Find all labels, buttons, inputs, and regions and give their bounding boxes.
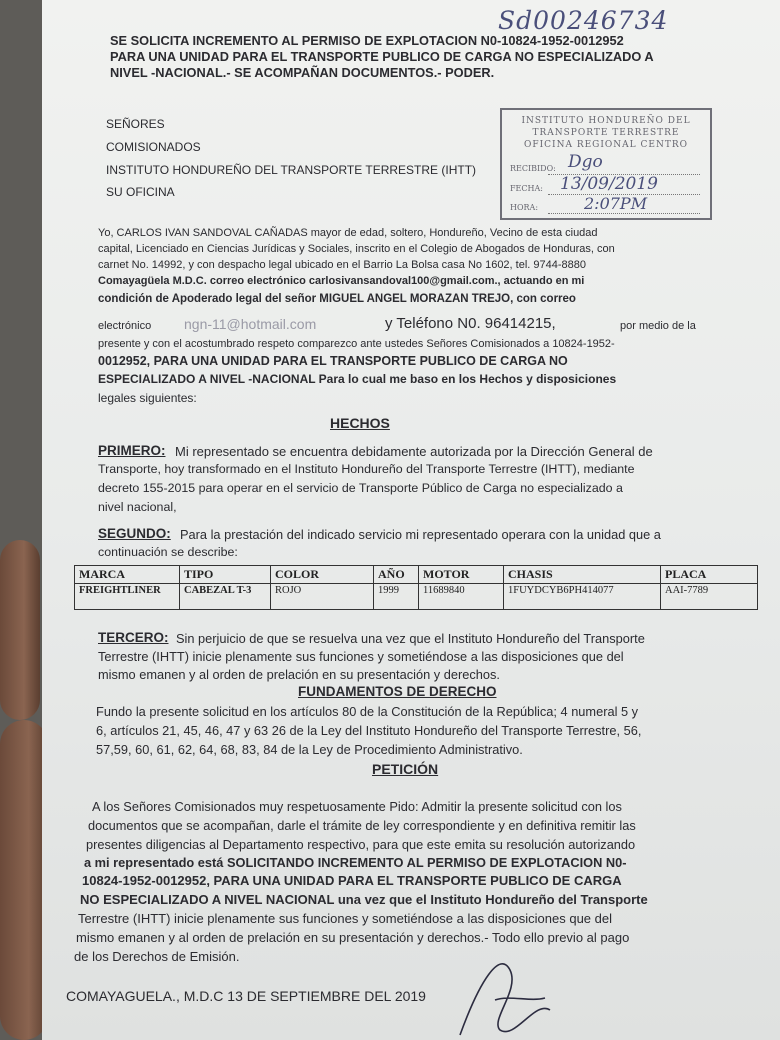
vehicle-table [74,565,758,610]
fundamentos-line-1: Fundo la presente solicitud en los artículos 80 de la Constitución de la República; 4 numeral 5 y [96,704,639,719]
peticion-line-1: A los Señores Comisionados muy respetuosamente Pido: Admitir la presente solicitud con los [92,799,622,814]
table-cell: 1FUYDCYB6PH414077 [504,584,661,610]
segundo-line-1: Para la prestación del indicado servicio mi representado operara con la unidad que a [180,527,661,542]
table-header-cell: MOTOR [419,566,504,584]
peticion-line-8: mismo emanen y al orden de prelación en su presentación y derechos.- Todo ello previo al pago [76,930,630,945]
primero-line-1: Mi representado se encuentra debidamente autorizada por la Dirección General de [175,444,653,459]
tercero-line-3: mismo emanen y al orden de prelación en su presentación y derechos. [98,667,500,682]
thumb-bottom [0,720,48,1040]
peticion-line-2: documentos que se acompañan, darle el trámite de ley correspondiente y en definitiva remitir las [88,818,636,833]
closing-place-date: COMAYAGUELA., M.D.C 13 DE SEPTIEMBRE DEL 2019 [66,988,426,1004]
stamp-date-label: FECHA: [510,184,543,193]
intro-line-4: Comayagüela M.D.C. correo electrónico carlosivansandoval100@gmail.com., actuando en mi [98,275,585,287]
stamp-time-label: HORA: [510,203,539,212]
signature-scribble [440,940,570,1040]
subject-line-2: PARA UNA UNIDAD PARA EL TRANSPORTE PUBLICO DE CARGA NO ESPECIALIZADO A [110,49,654,64]
stamp-received-value: Dgo [568,152,603,172]
primero-line-2: Transporte, hoy transformado en el Instituto Hondureño del Transporte Terrestre (IHTT), mediante [98,462,635,476]
table-cell: FREIGHTLINER [75,584,180,610]
hechos-title: HECHOS [330,415,390,431]
primero-label: PRIMERO: [98,443,166,458]
table-row [75,584,758,610]
stamp-received-label: RECIBIDO: [510,164,556,173]
table-header-cell: TIPO [180,566,271,584]
addressee-comisionados: COMISIONADOS [106,140,201,154]
table-cell: CABEZAL T-3 [180,584,271,610]
intro-email-handwritten: ngn-11@hotmail.com [184,316,317,332]
intro-line-6-b: y Teléfono N0. 96414215, [385,315,556,332]
subject-line-3: NIVEL -NACIONAL.- SE ACOMPAÑAN DOCUMENTOS.- PODER. [110,65,495,80]
table-cell: 11689840 [419,584,504,610]
addressee-institute: INSTITUTO HONDUREÑO DEL TRANSPORTE TERRESTRE (IHTT) [106,163,477,177]
intro-line-9: ESPECIALIZADO A NIVEL -NACIONAL Para lo cual me baso en los Hechos y disposiciones [98,372,617,386]
fundamentos-line-3: 57,59, 60, 61, 62, 64, 68, 83, 84 de la Ley de Procedimiento Administrativo. [96,742,523,757]
intro-line-6-a: electrónico [98,320,152,332]
segundo-label: SEGUNDO: [98,526,171,541]
fundamentos-line-2: 6, artículos 21, 45, 46, 47 y 63 26 de la Ley del Instituto Hondureño del Transporte Terrestre, 56, [96,723,642,738]
tercero-label: TERCERO: [98,630,169,645]
stamp-line-1: INSTITUTO HONDUREÑO DEL [521,116,691,126]
intro-line-1: Yo, CARLOS IVAN SANDOVAL CAÑADAS mayor de edad, soltero, Hondureño, Vecino de esta ciudad [98,227,598,239]
addressee-senores: SEÑORES [106,117,165,131]
table-header-cell: MARCA [75,566,180,584]
tercero-line-1: Sin perjuicio de que se resuelva una vez que el Instituto Hondureño del Transporte [176,631,645,646]
table-cell: AAI-7789 [661,584,758,610]
peticion-title: PETICIÓN [372,761,439,777]
intro-line-3: carnet No. 14992, y con despacho legal ubicado en el Barrio La Bolsa casa No 1602, tel. 9744-8880 [98,259,586,271]
intro-line-8: 0012952, PARA UNA UNIDAD PARA EL TRANSPORTE PUBLICO DE CARGA NO [98,354,568,368]
intro-line-5: condición de Apoderado legal del señor MIGUEL ANGEL MORAZAN TREJO, con correo [98,293,576,305]
peticion-line-9: de los Derechos de Emisión. [74,949,240,964]
primero-line-3: decreto 155-2015 para operar en el servicio de Transporte Público de Carga no especializado a [98,481,623,495]
reception-stamp [500,108,712,220]
subject-line-1: SE SOLICITA INCREMENTO AL PERMISO DE EXPLOTACION N0-10824-1952-0012952 [110,33,624,48]
tercero-line-2: Terrestre (IHTT) inicie plenamente sus funciones y sometiéndose a las disposiciones que del [98,649,624,664]
peticion-line-5: 10824-1952-0012952, PARA UNA UNIDAD PARA EL TRANSPORTE PUBLICO DE CARGA [82,873,622,888]
table-header-row [75,566,758,584]
stamp-time-value: 2:07PM [584,194,648,213]
peticion-line-3: presentes diligencias al Departamento respectivo, para que este emita su resolución autorizando [86,837,636,852]
stamp-line-2: TRANSPORTE TERRESTRE [532,128,680,138]
primero-line-4: nivel nacional, [98,500,177,514]
segundo-line-2: continuación se describe: [98,545,238,559]
intro-line-6-c: por medio de la [620,320,696,332]
stamp-line-3: OFICINA REGIONAL CENTRO [523,140,689,150]
fundamentos-title: FUNDAMENTOS DE DERECHO [298,684,497,699]
table-header-cell: CHASIS [504,566,661,584]
peticion-line-4: a mi representado está SOLICITANDO INCREMENTO AL PERMISO DE EXPLOTACION N0- [84,855,627,870]
table-header-cell: AÑO [374,566,419,584]
thumb-top [0,540,40,720]
peticion-line-7: Terrestre (IHTT) inicie plenamente sus funciones y sometiéndose a las disposiciones que del [78,911,612,926]
addressee-office: SU OFICINA [106,185,175,199]
intro-line-10: legales siguientes: [98,391,197,405]
table-cell: ROJO [271,584,374,610]
stamp-date-value: 13/09/2019 [560,174,658,194]
table-header-cell: COLOR [271,566,374,584]
reference-number-handwritten: Sd00246734 [498,6,669,35]
intro-line-2: capital, Licenciado en Ciencias Jurídicas y Sociales, inscrito en el Colegio de Abogados de Honduras, con [98,243,615,255]
table-header-cell: PLACA [661,566,758,584]
peticion-line-6: NO ESPECIALIZADO A NIVEL NACIONAL una vez que el Instituto Hondureño del Transporte [80,892,648,907]
intro-line-7: presente y con el acostumbrado respeto comparezco ante ustedes Señores Comisionados a 10824-1952- [98,338,615,350]
table-cell: 1999 [374,584,419,610]
